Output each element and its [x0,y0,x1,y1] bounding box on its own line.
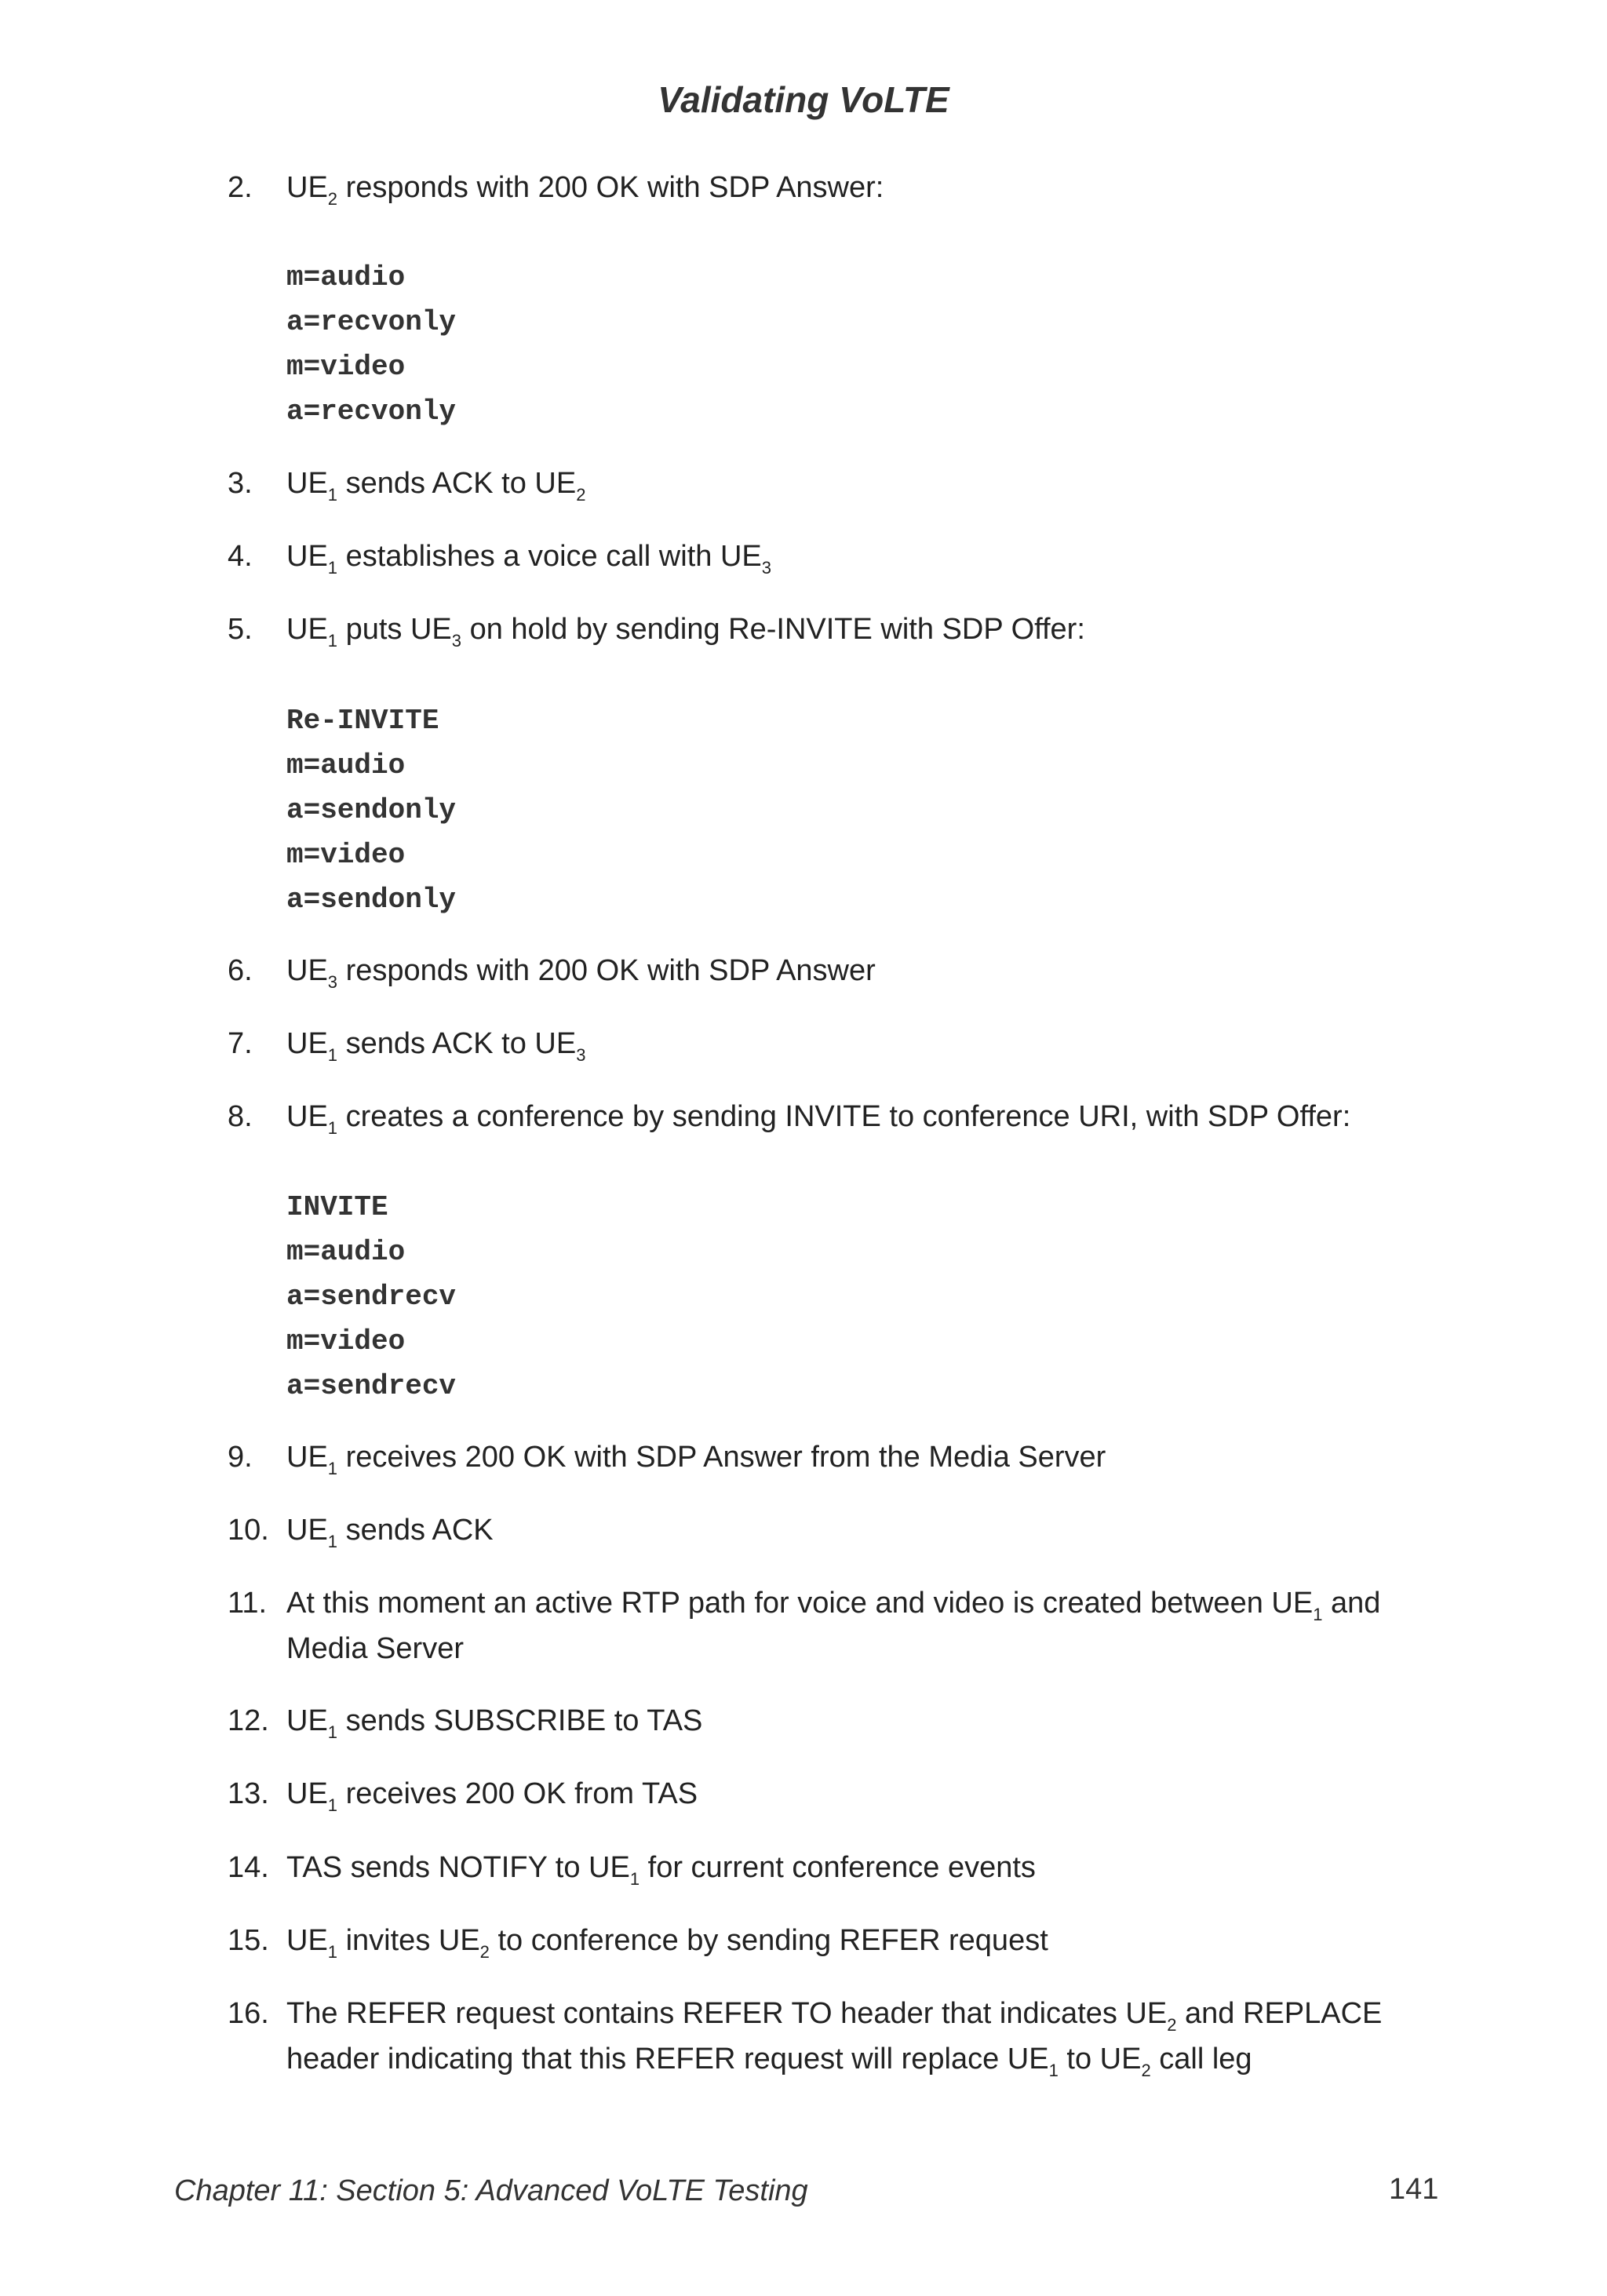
list-item-number: 16. [228,1997,269,2030]
list-item-number: 3. [228,467,253,500]
page-header-title: Validating VoLTE [658,79,949,120]
list-item-number: 14. [228,1851,269,1884]
code-line: m=audio [286,261,406,293]
list-item: 3. $UE_1$ sends ACK to $UE_2$ [286,461,1432,506]
list-item: 4. $UE_1$ establishes a voice call with $UE_3$ [286,534,1432,579]
list-item: 10. $UE_1$ sends ACK [286,1507,1432,1553]
list-item: 2. $UE_2$ responds with 200 OK with SDP Answer: [286,165,1432,210]
code-line: a=sendonly [286,794,457,826]
list-item-number: 6. [228,954,253,987]
code-line: a=recvonly [286,395,457,428]
list-item: 6. $UE_3$ responds with 200 OK with SDP Answer [286,948,1432,993]
code-block-reinvite-offer [286,698,456,922]
list-item-number: 4. [228,540,253,573]
list-item: 15. $UE_1$ invites $UE_2$ to conference by sending REFER request [286,1918,1432,1963]
code-block-sdp-answer [286,255,456,434]
list-item: 9. $UE_1$ receives 200 OK with SDP Answer from the Media Server [286,1434,1432,1480]
code-line: a=recvonly [286,306,457,338]
code-line: m=video [286,351,406,383]
list-item-number: 13. [228,1777,269,1810]
code-line: m=audio [286,749,406,782]
list-item: 12. $UE_1$ sends SUBSCRIBE to TAS [286,1698,1432,1744]
list-item: 16. The REFER request contains REFER TO header that indicates $UE_2$ and REPLACE header indicating that this REFER request will replace $UE_1$ to $UE_2$ call leg [286,1991,1432,2082]
code-line: m=audio [286,1236,406,1268]
list-item: 7. $UE_1$ sends ACK to $UE_3$ [286,1021,1432,1066]
code-line: m=video [286,1325,406,1358]
list-item-number: 7. [228,1027,253,1060]
list-item-number: 12. [228,1704,269,1737]
list-item-number: 15. [228,1924,269,1957]
list-item: 8. $UE_1$ creates a conference by sending INVITE to conference URI, with SDP Offer: [286,1094,1432,1139]
code-line: Re-INVITE [286,705,439,737]
list-item-number: 11. [228,1587,268,1620]
list-item-number: 8. [228,1100,253,1133]
code-line: a=sendonly [286,884,457,916]
page-number: 141 [1389,2173,1439,2206]
footer-chapter-title: Chapter 11: Section 5: Advanced VoLTE Testing [174,2174,808,2207]
list-item: 14. TAS sends NOTIFY to $UE_1$ for current conference events [286,1845,1432,1890]
list-item-number: 2. [228,171,253,204]
code-line: m=video [286,839,406,871]
code-line: INVITE [286,1191,388,1223]
list-item-number: 5. [228,613,253,646]
list-item: 5. $UE_1$ puts $UE_3$ on hold by sending Re-INVITE with SDP Offer: [286,607,1432,652]
list-item-number: 10. [228,1514,269,1547]
code-line: a=sendrecv [286,1281,457,1313]
code-line: a=sendrecv [286,1370,457,1402]
list-item: 13. $UE_1$ receives 200 OK from TAS [286,1771,1432,1817]
code-block-invite-offer [286,1185,456,1409]
list-item-number: 9. [228,1441,253,1474]
list-item: 11. At this moment an active RTP path for voice and video is created between $UE_1$ and Media Server [286,1580,1432,1671]
